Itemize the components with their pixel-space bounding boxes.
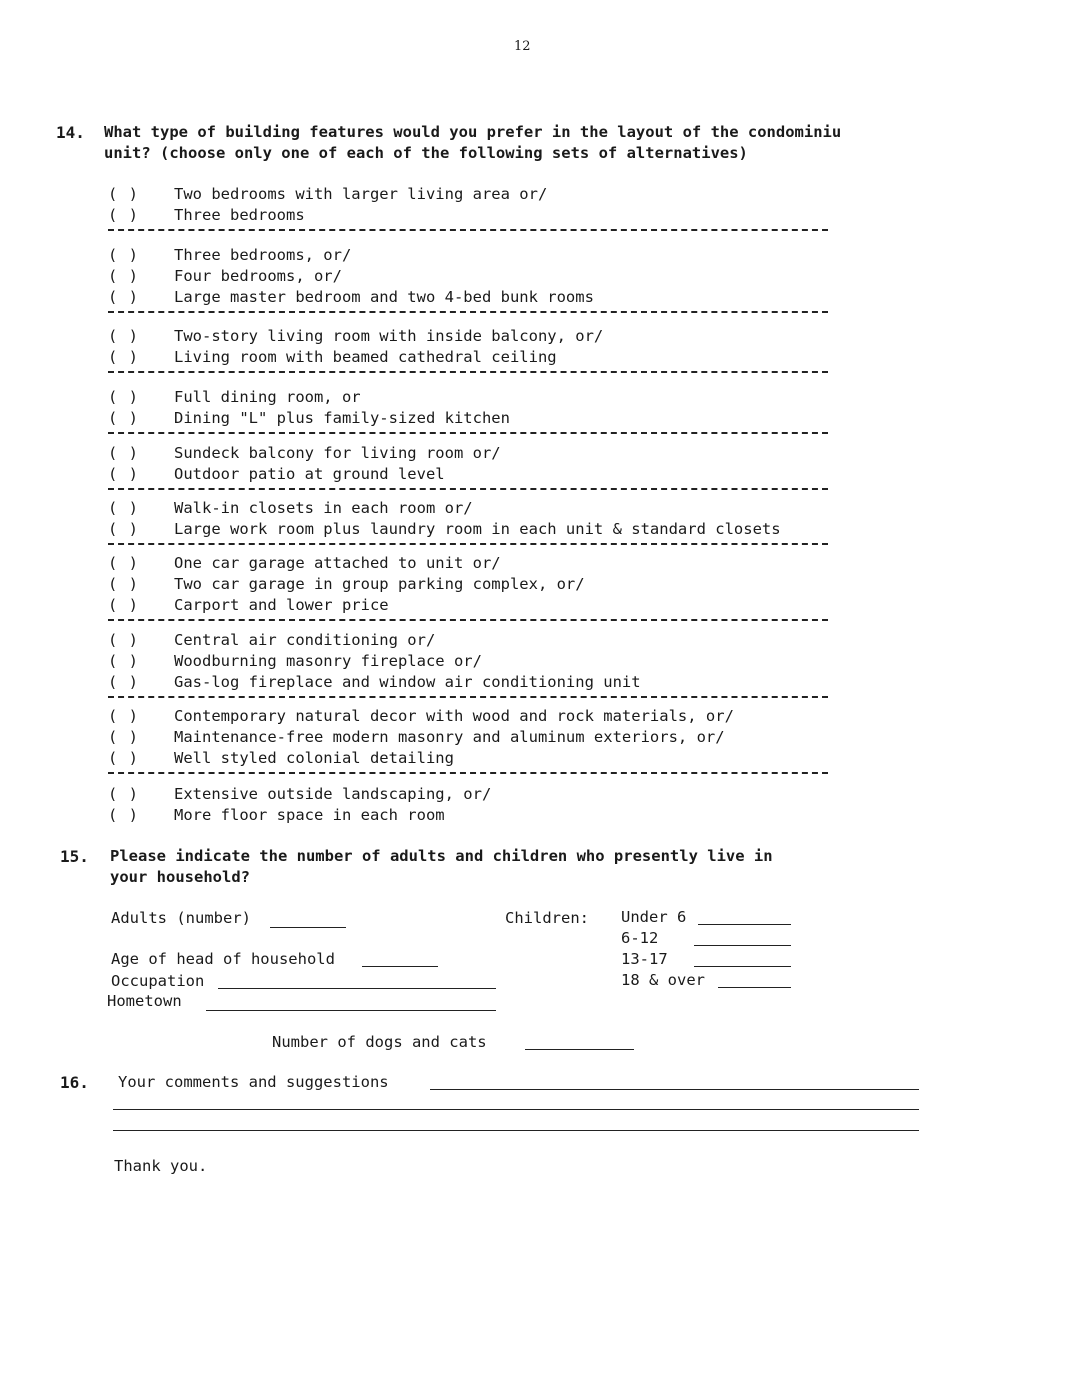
q15-text-line2: your household? bbox=[110, 868, 250, 886]
q15-text-line1: Please indicate the number of adults and children who presently live in bbox=[110, 847, 773, 865]
option-label: Extensive outside landscaping, or/ bbox=[174, 785, 492, 803]
option-label: Maintenance-free modern masonry and aluminum exteriors, or/ bbox=[174, 728, 725, 746]
option-label: Well styled colonial detailing bbox=[174, 749, 454, 767]
option-row bbox=[108, 651, 828, 672]
option-label: Four bedrooms, or/ bbox=[174, 267, 342, 285]
q14-group bbox=[108, 784, 828, 826]
children-under6-blank[interactable] bbox=[698, 924, 791, 925]
q14-group bbox=[108, 443, 828, 490]
comments-line-2[interactable] bbox=[113, 1109, 919, 1110]
option-label: Woodburning masonry fireplace or/ bbox=[174, 652, 482, 670]
option-label: Large work room plus laundry room in each unit & standard closets bbox=[174, 520, 781, 538]
option-checkbox[interactable]: ( ) bbox=[108, 388, 139, 406]
children-13-17-blank[interactable] bbox=[694, 966, 791, 967]
q14-group bbox=[108, 706, 828, 774]
option-row bbox=[108, 387, 828, 408]
children-6-12-blank[interactable] bbox=[694, 945, 791, 946]
option-row bbox=[108, 408, 828, 429]
q14-group bbox=[108, 498, 828, 545]
option-label: One car garage attached to unit or/ bbox=[174, 554, 501, 572]
option-label: Three bedrooms bbox=[174, 206, 305, 224]
option-checkbox[interactable]: ( ) bbox=[108, 707, 139, 725]
age-head-label: Age of head of household bbox=[111, 950, 335, 968]
option-checkbox[interactable]: ( ) bbox=[108, 806, 139, 824]
option-row bbox=[108, 205, 828, 226]
q14-group bbox=[108, 326, 828, 373]
pets-blank[interactable] bbox=[525, 1049, 634, 1050]
option-row bbox=[108, 498, 828, 519]
option-label: Three bedrooms, or/ bbox=[174, 246, 352, 264]
children-18-over-blank[interactable] bbox=[718, 987, 791, 988]
option-label: Dining "L" plus family-sized kitchen bbox=[174, 409, 510, 427]
children-under6-label: Under 6 bbox=[621, 908, 687, 926]
option-row bbox=[108, 184, 828, 205]
option-checkbox[interactable]: ( ) bbox=[108, 327, 139, 345]
occupation-label: Occupation bbox=[111, 972, 205, 990]
option-checkbox[interactable]: ( ) bbox=[108, 749, 139, 767]
option-label: More floor space in each room bbox=[174, 806, 445, 824]
hometown-label: Hometown bbox=[107, 992, 182, 1010]
option-label: Large master bedroom and two 4-bed bunk rooms bbox=[174, 288, 594, 306]
q14-group bbox=[108, 245, 828, 313]
q14-group bbox=[108, 630, 828, 698]
option-row bbox=[108, 464, 828, 485]
option-checkbox[interactable]: ( ) bbox=[108, 554, 139, 572]
children-13-17-label: 13-17 bbox=[621, 950, 668, 968]
option-checkbox[interactable]: ( ) bbox=[108, 785, 139, 803]
option-row bbox=[108, 784, 828, 805]
option-checkbox[interactable]: ( ) bbox=[108, 267, 139, 285]
option-label: Gas-log fireplace and window air conditioning unit bbox=[174, 673, 641, 691]
q14-number: 14. bbox=[56, 123, 85, 142]
option-row bbox=[108, 727, 828, 748]
option-label: Full dining room, or bbox=[174, 388, 361, 406]
option-row bbox=[108, 706, 828, 727]
children-18-over-label: 18 & over bbox=[621, 971, 705, 989]
hometown-blank[interactable] bbox=[206, 1010, 496, 1011]
option-row bbox=[108, 630, 828, 651]
comments-line-1[interactable] bbox=[430, 1089, 919, 1090]
option-checkbox[interactable]: ( ) bbox=[108, 288, 139, 306]
option-row bbox=[108, 595, 828, 616]
option-row bbox=[108, 443, 828, 464]
option-row bbox=[108, 326, 828, 347]
children-6-12-label: 6-12 bbox=[621, 929, 659, 947]
option-label: Two-story living room with inside balcony, or/ bbox=[174, 327, 604, 345]
option-checkbox[interactable]: ( ) bbox=[108, 206, 139, 224]
age-head-blank[interactable] bbox=[362, 966, 438, 967]
occupation-blank[interactable] bbox=[218, 988, 496, 989]
option-checkbox[interactable]: ( ) bbox=[108, 728, 139, 746]
option-label: Contemporary natural decor with wood and rock materials, or/ bbox=[174, 707, 734, 725]
option-checkbox[interactable]: ( ) bbox=[108, 348, 139, 366]
q14-group bbox=[108, 553, 828, 621]
adults-blank[interactable] bbox=[270, 927, 346, 928]
option-row bbox=[108, 266, 828, 287]
option-checkbox[interactable]: ( ) bbox=[108, 673, 139, 691]
option-row bbox=[108, 748, 828, 769]
option-label: Outdoor patio at ground level bbox=[174, 465, 445, 483]
option-label: Living room with beamed cathedral ceiling bbox=[174, 348, 557, 366]
comments-line-3[interactable] bbox=[113, 1130, 919, 1131]
option-checkbox[interactable]: ( ) bbox=[108, 409, 139, 427]
option-checkbox[interactable]: ( ) bbox=[108, 596, 139, 614]
option-row bbox=[108, 672, 828, 693]
option-row bbox=[108, 287, 828, 308]
q15-number: 15. bbox=[60, 847, 89, 866]
adults-label: Adults (number) bbox=[111, 909, 251, 927]
option-checkbox[interactable]: ( ) bbox=[108, 575, 139, 593]
q16-text: Your comments and suggestions bbox=[118, 1073, 389, 1091]
option-label: Two car garage in group parking complex, or/ bbox=[174, 575, 585, 593]
option-checkbox[interactable]: ( ) bbox=[108, 246, 139, 264]
thank-you: Thank you. bbox=[114, 1157, 208, 1175]
option-row bbox=[108, 519, 828, 540]
option-label: Central air conditioning or/ bbox=[174, 631, 436, 649]
q14-group bbox=[108, 387, 828, 434]
children-label: Children: bbox=[505, 909, 589, 927]
option-label: Two bedrooms with larger living area or/ bbox=[174, 185, 548, 203]
option-row bbox=[108, 553, 828, 574]
option-row bbox=[108, 805, 828, 826]
option-checkbox[interactable]: ( ) bbox=[108, 520, 139, 538]
q14-group bbox=[108, 184, 828, 231]
option-row bbox=[108, 574, 828, 595]
q16-number: 16. bbox=[60, 1073, 89, 1092]
option-label: Sundeck balcony for living room or/ bbox=[174, 444, 501, 462]
q14-text-line1: What type of building features would you prefer in the layout of the condominiu bbox=[104, 123, 842, 141]
option-checkbox[interactable]: ( ) bbox=[108, 499, 139, 517]
option-checkbox[interactable]: ( ) bbox=[108, 631, 139, 649]
option-row bbox=[108, 245, 828, 266]
option-checkbox[interactable]: ( ) bbox=[108, 185, 139, 203]
option-checkbox[interactable]: ( ) bbox=[108, 465, 139, 483]
page-number: 12 bbox=[514, 39, 531, 54]
option-label: Carport and lower price bbox=[174, 596, 389, 614]
option-checkbox[interactable]: ( ) bbox=[108, 444, 139, 462]
option-row bbox=[108, 347, 828, 368]
option-checkbox[interactable]: ( ) bbox=[108, 652, 139, 670]
option-label: Walk-in closets in each room or/ bbox=[174, 499, 473, 517]
pets-label: Number of dogs and cats bbox=[272, 1033, 487, 1051]
q14-text-line2: unit? (choose only one of each of the following sets of alternatives) bbox=[104, 144, 748, 162]
